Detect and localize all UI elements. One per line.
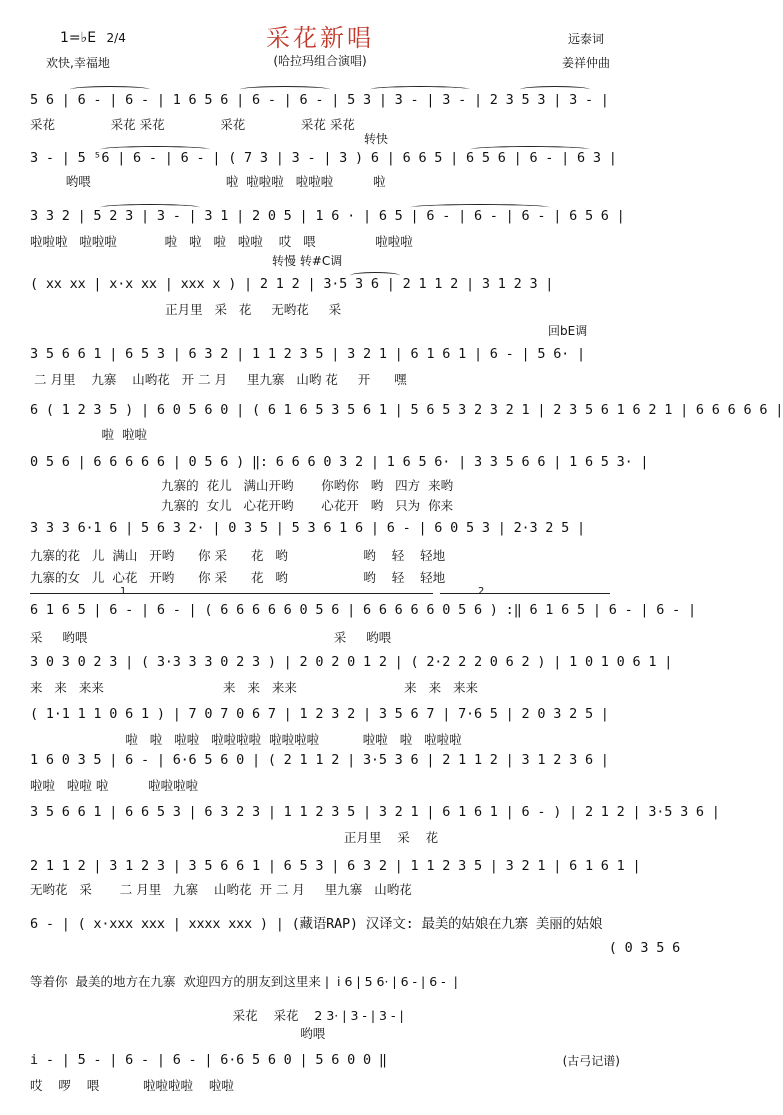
notation-line: 3 3 2 | 5 2 3 | 3 - | 3 1 | 2 0 5 | 1 6 · | 6 5 | 6 - | 6 - | 6 - | 6 5 6 |	[30, 208, 625, 224]
tie-arc	[70, 86, 150, 93]
notation-line: 6 ( 1 2 3 5 ) | 6 0 5 6 0 | ( 6 1 6 5 3 5 6 1 | 5 6 5 3 2 3 2 1 | 2 3 5 6 1 6 2 1 | 6 6 6 6 6 |	[30, 402, 783, 418]
lyricist-credit: 远泰词	[567, 32, 604, 46]
notation-line: 3 3 3 6·1 6 | 5 6 3 2· | 0 3 5 | 5 3 6 1 6 | 6 - | 6 0 5 3 | 2·3 2 5 |	[30, 520, 585, 536]
lyric-line: 采花 采花 采花 采花 采花 采花	[30, 117, 355, 132]
notation-line: ( 1·1 1 1 0 6 1 ) | 7 0 7 0 6 7 | 1 2 3 2 | 3 5 6 7 | 7·6 5 | 2 0 3 2 5 |	[30, 706, 609, 722]
composer-credit: 姜祥仲曲	[561, 56, 610, 70]
lyric-line: 等着你 最美的地方在九寨 欢迎四方的朋友到这里来 | i 6 | 5 6· | 6 - | 6 - |	[30, 974, 458, 989]
tie-arc	[370, 86, 470, 93]
notation-line: 6 - | ( x·xxx xxx | xxxx xxx ) | (藏语RAP) 汉译文: 最美的姑娘在九寨 美丽的姑娘	[30, 916, 603, 932]
mark-faster: 转快	[364, 132, 389, 146]
notation-line: 6 1 6 5 | 6 - | 6 - | ( 6 6 6 6 6 0 5 6 | 6 6 6 6 6 0 5 6 ) :‖ 6 1 6 5 | 6 - | 6 - |	[30, 602, 696, 618]
transcriber-stamp: (古弓记谱)	[562, 1054, 620, 1068]
notation-line: 2 1 1 2 | 3 1 2 3 | 3 5 6 6 1 | 6 5 3 | 6 3 2 | 1 1 2 3 5 | 3 2 1 | 6 1 6 1 |	[30, 858, 641, 874]
lyric-line: 啦 啦 啦啦 啦啦啦啦 啦啦啦啦 啦啦 啦 啦啦啦	[30, 732, 462, 747]
lyric-line: 九寨的女 儿 心花 开哟 你 采 花 哟 哟 轻 轻地	[30, 570, 446, 585]
lyric-line: 九寨的 女儿 心花开哟 心花开 哟 只为 你来	[30, 498, 454, 513]
notation-line: 3 - | 5 ⁵6 | 6 - | 6 - | ( 7 3 | 3 - | 3 ) 6 | 6 6 5 | 6 5 6 | 6 - | 6 3 |	[30, 150, 617, 166]
lyric-line: 九寨的花 儿 满山 开哟 你 采 花 哟 哟 轻 轻地	[30, 548, 446, 563]
tie-arc	[100, 204, 200, 211]
lyric-line: 采 哟喂 采 哟喂	[30, 630, 392, 645]
notation-line: i - | 5 - | 6 - | 6 - | 6·6 5 6 0 | 5 6 0 0 ‖	[30, 1052, 387, 1068]
lyric-line: 正月里 采 花	[30, 830, 439, 845]
notation-line: 3 0 3 0 2 3 | ( 3·3 3 3 0 2 3 ) | 2 0 2 0 1 2 | ( 2·2 2 2 0 6 2 ) | 1 0 1 0 6 1 |	[30, 654, 673, 670]
lyric-line: 啦啦 啦啦 啦 啦啦啦啦	[30, 778, 199, 793]
notation-line: ( xx xx | x·x xx | xxx x ) | 2 1 2 | 3·5 3 6 | 2 1 1 2 | 3 1 2 3 |	[30, 276, 554, 292]
song-title: 采花新唱	[266, 24, 374, 52]
mark-back-to-eb: 回bE调	[548, 324, 588, 338]
tie-arc	[410, 204, 550, 211]
tie-arc	[100, 146, 210, 153]
lyric-line: 来 来 来来 来 来 来来 来 来 来来	[30, 680, 479, 695]
lyric-line: 啦啦啦 啦啦啦 啦 啦 啦 啦啦 哎 喂 啦啦啦	[30, 234, 413, 249]
notation-line: 5 6 | 6 - | 6 - | 1 6 5 6 | 6 - | 6 - | 5 3 | 3 - | 3 - | 2 3 5 3 | 3 - |	[30, 92, 609, 108]
tie-arc	[470, 146, 590, 153]
lyric-line: 哟喂	[30, 1026, 326, 1041]
time-signature: 2/4	[106, 31, 126, 45]
lyric-line: 正月里 采 花 无哟花 采	[30, 302, 342, 317]
tie-arc	[350, 272, 400, 279]
lyric-line: 哟喂 啦 啦啦啦 啦啦啦 啦	[30, 174, 386, 189]
tempo-marking: 欢快,幸福地	[46, 56, 110, 70]
lyric-line: 九寨的 花儿 满山开哟 你哟你 哟 四方 来哟	[30, 478, 454, 493]
volta-2: 2	[478, 586, 485, 597]
lyric-line: 哎 啰 喂 啦啦啦啦 啦啦	[30, 1078, 234, 1093]
tie-arc	[520, 86, 590, 93]
notation-line: 0 5 6 | 6 6 6 6 6 | 0 5 6 ) ‖: 6 6 6 0 3 2 | 1 6 5 6· | 3 3 5 6 6 | 1 6 5 3· |	[30, 454, 649, 470]
notation-line: 3 5 6 6 1 | 6 5 3 | 6 3 2 | 1 1 2 3 5 | 3 2 1 | 6 1 6 1 | 6 - | 5 6· |	[30, 346, 585, 362]
lyric-line: 二 月里 九寨 山哟花 开 二 月 里九寨 山哟 花 开 嘿	[30, 372, 407, 387]
notation-line: ( 0 3 5 6	[30, 940, 681, 956]
lyric-line: 采花 采花 2 3· | 3 - | 3 - |	[30, 1008, 404, 1023]
volta-line-1	[30, 593, 433, 594]
volta-1: 1	[120, 586, 127, 597]
mark-slower-modulate: 转慢 转#C调	[272, 254, 343, 268]
volta-line-2	[440, 593, 610, 594]
lyric-line: 无哟花 采 二 月里 九寨 山哟花 开 二 月 里九寨 山哟花	[30, 882, 412, 897]
lyric-line: 啦 啦啦	[30, 427, 147, 442]
notation-line: 3 5 6 6 1 | 6 6 5 3 | 6 3 2 3 | 1 1 2 3 5 | 3 2 1 | 6 1 6 1 | 6 - ) | 2 1 2 | 3·5 3 6 |	[30, 804, 720, 820]
key-signature: 1=♭E 2/4	[60, 30, 126, 46]
performer-credit: (哈拉玛组合演唱)	[273, 54, 367, 68]
tie-arc	[240, 86, 330, 93]
notation-line: 1 6 0 3 5 | 6 - | 6·6 5 6 0 | ( 2 1 1 2 | 3·5 3 6 | 2 1 1 2 | 3 1 2 3 6 |	[30, 752, 609, 768]
